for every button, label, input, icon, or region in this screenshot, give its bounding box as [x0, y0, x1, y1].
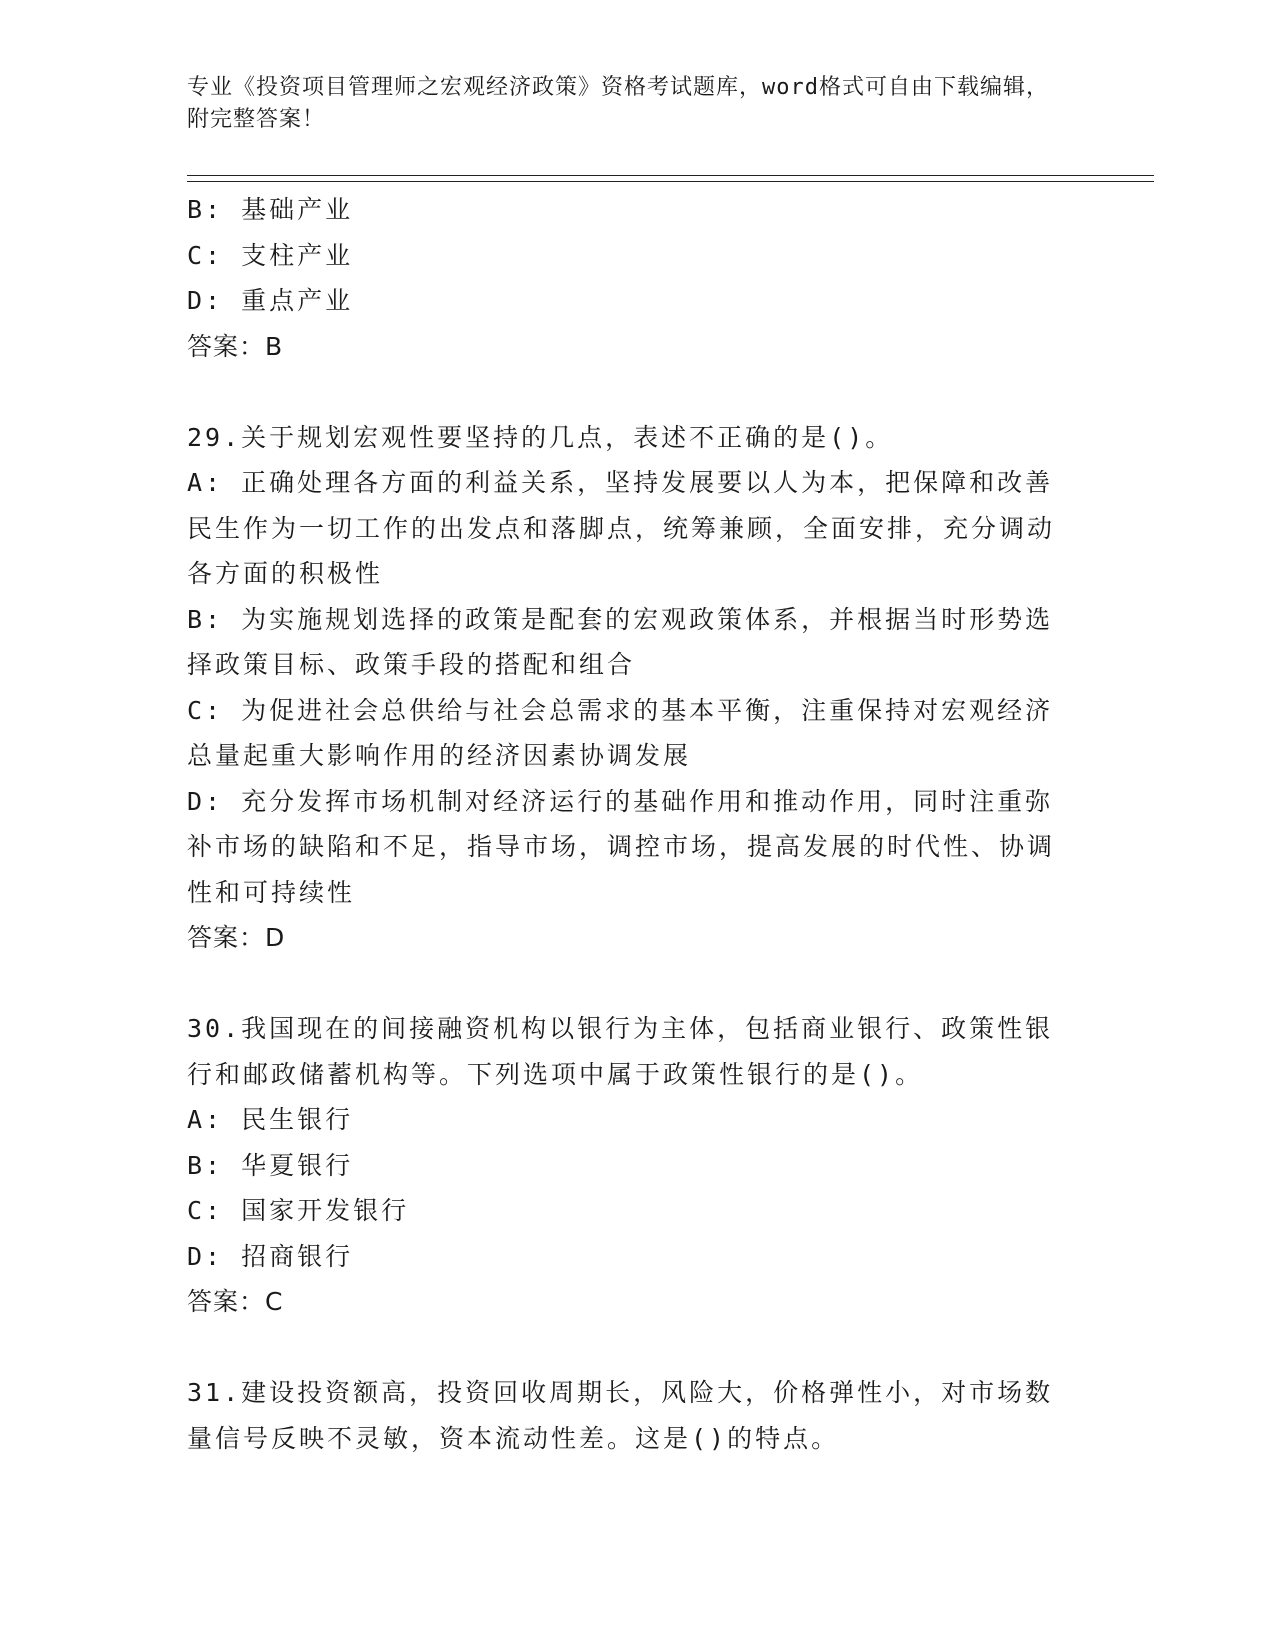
- option-a: A: 民生银行: [187, 1105, 354, 1134]
- spacer: [187, 1325, 1067, 1371]
- option-c: C: 支柱产业: [187, 240, 354, 270]
- option-d: D: 充分发挥市场机制对经济运行的基础作用和推动作用，同时注重弥补市场的缺陷和不足，指导市场，调控市场，提高发展的时代性、协调性和可持续性: [187, 786, 1056, 907]
- question-content: [187, 187, 1067, 1461]
- spacer: [187, 961, 1067, 1007]
- spacer: [187, 369, 1067, 415]
- option-d: D: 重点产业: [187, 286, 354, 315]
- question-stem: 30.我国现在的间接融资机构以银行为主体，包括商业银行、政策性银行和邮政储蓄机构等。下列选项中属于政策性银行的是()。: [187, 1014, 1054, 1089]
- question-30: [187, 1006, 1067, 1325]
- option-c: C: 为促进社会总供给与社会总需求的基本平衡，注重保持对宏观经济总量起重大影响作用的经济因素协调发展: [187, 695, 1054, 770]
- option-b: B: 华夏银行: [187, 1150, 354, 1180]
- question-stem: 31.建设投资额高，投资回收周期长，风险大，价格弹性小，对市场数量信号反映不灵敏，资本流动性差。这是()的特点。: [187, 1378, 1054, 1453]
- option-b: B: 基础产业: [187, 195, 354, 224]
- option-a: A: 正确处理各方面的利益关系，坚持发展要以人为本，把保障和改善民生作为一切工作的出发点和落脚点，统筹兼顾，全面安排，充分调动各方面的积极性: [187, 468, 1056, 588]
- answer: 答案：D: [187, 923, 286, 952]
- option-c: C: 国家开发银行: [187, 1196, 410, 1225]
- question-31: [187, 1370, 1067, 1461]
- header-rule-bottom: [187, 181, 1154, 182]
- header-title: 专业《投资项目管理师之宏观经济政策》资格考试题库，word格式可自由下载编辑，附完整答案！: [187, 75, 1049, 132]
- answer: 答案：C: [187, 1287, 284, 1316]
- document-header: [187, 72, 1067, 136]
- prev-question: [187, 187, 1067, 369]
- header-rule-top: [187, 175, 1154, 176]
- option-d: D: 招商银行: [187, 1241, 354, 1271]
- option-b: B: 为实施规划选择的政策是配套的宏观政策体系，并根据当时形势选择政策目标、政策手段的搭配和组合: [187, 604, 1054, 679]
- question-29: [187, 415, 1067, 961]
- answer: 答案：B: [187, 331, 284, 361]
- question-stem: 29.关于规划宏观性要坚持的几点，表述不正确的是()。: [187, 422, 894, 452]
